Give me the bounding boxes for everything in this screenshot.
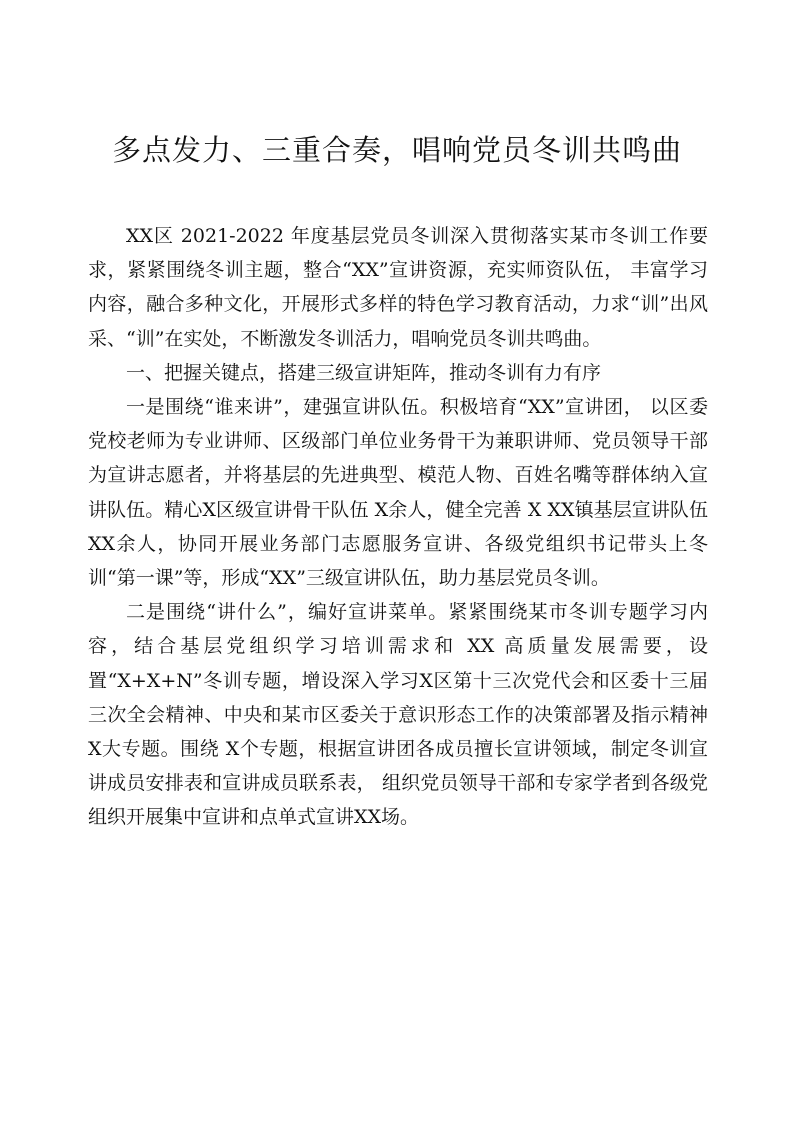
- document-title: 多点发力、三重合奏，唱响党员冬训共鸣曲: [111, 133, 682, 167]
- paragraph-intro: XX区 2021-2022 年度基层党员冬训深入贯彻落实某市冬训工作要求，紧紧围绕冬训主题，整合“XX”宣讲资源，充实师资队伍， 丰富学习内容，融合多种文化，开展形式多样的特色学习教育活动，力求“训”出风采、“训”在实处，不断激发冬训活力，唱响党员冬训共鸣曲。: [88, 225, 708, 350]
- section-heading-1: 一、把握关键点，搭建三级宣讲矩阵，推动冬训有力有序: [126, 361, 602, 384]
- paragraph-what-to-speak: 二是围绕“讲什么”，编好宣讲菜单。紧紧围绕某市冬训专题学习内容，结合基层党组织学习培训需求和 XX 高质量发展需要，设置“X+X+N”冬训专题，增设深入学习X区第十三次党代会和区委十三届三次全会精神、中央和某市区委关于意识形态工作的决策部署及指示精神 X大专题。围绕 X个专题，根据宣讲团各成员擅长宣讲领域，制定冬训宣讲成员安排表和宣讲成员联系表， 组织党员领导干部和专家学者到各级党组织开展集中宣讲和点单式宣讲XX场。: [88, 601, 708, 829]
- document-body: [88, 219, 708, 835]
- paragraph-who-speaks: 一是围绕“谁来讲”，建强宣讲队伍。积极培育“XX”宣讲团， 以区委党校老师为专业讲师、区级部门单位业务骨干为兼职讲师、党员领导干部为宣讲志愿者，并将基层的先进典型、模范人物、百姓名嘴等群体纳入宣讲队伍。精心X区级宣讲骨干队伍 X余人，健全完善 X XX镇基层宣讲队伍 XX余人，协同开展业务部门志愿服务宣讲、各级党组织书记带头上冬训“第一课”等，形成“XX”三级宣讲队伍，助力基层党员冬训。: [88, 396, 708, 590]
